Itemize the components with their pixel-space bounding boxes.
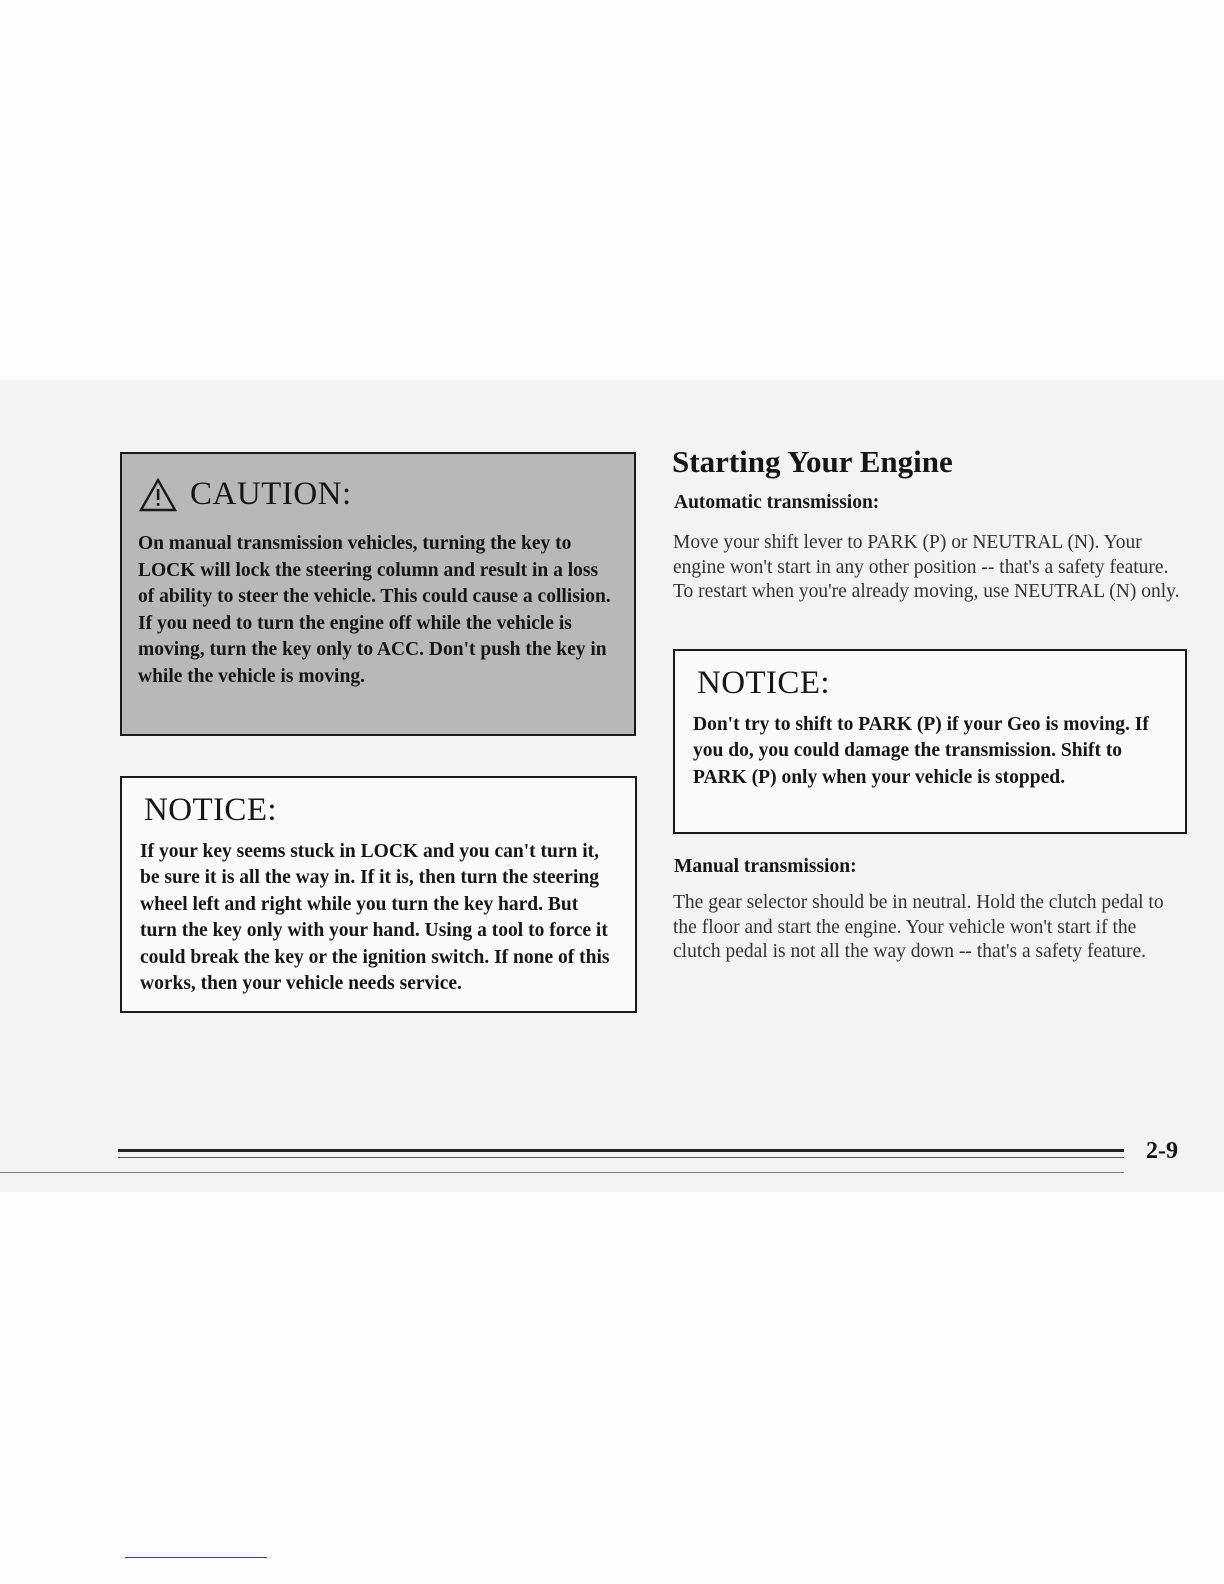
warning-triangle-icon (138, 477, 178, 513)
manual-transmission-heading: Manual transmission: (674, 856, 857, 877)
caution-title: CAUTION: (190, 476, 352, 512)
notice-key-title: NOTICE: (144, 792, 277, 828)
manual-transmission-text: The gear selector should be in neutral. Hold the clutch pedal to the floor and start the engine. Your vehicle won't start if the clutch pedal is not all the way down -- that's a safety feature. (673, 892, 1164, 962)
caution-header (138, 476, 616, 513)
automatic-transmission-text: Move your shift lever to PARK (P) or NEUTRAL (N). Your engine won't start in any other position -- that's a safety feature. To restart when you're already moving, use NEUTRAL (N) only. (673, 532, 1180, 602)
automatic-transmission-heading: Automatic transmission: (674, 492, 880, 513)
notice-key-box (120, 776, 637, 1013)
footer-rule (118, 1149, 1124, 1152)
notice-park-box (673, 649, 1187, 834)
notice-key-text: If your key seems stuck in LOCK and you can't turn it, be sure it is all the way in. If it is, then turn the steering wheel left and right while you turn the key hard. But turn the key only with your hand. Using a tool to force it could break the key or the ignition switch. If none of this works, then your vehicle needs service. (140, 841, 610, 995)
caution-text: On manual transmission vehicles, turning the key to LOCK will lock the steering column and result in a loss of ability to steer the vehicle. This could cause a collision. If you need to turn the engine off while the vehicle is moving, turn the key only to ACC. Don't push the key in while the vehicle is moving. (138, 533, 611, 687)
bottom-link-underline (125, 1557, 267, 1558)
section-title: Starting Your Engine (672, 444, 953, 479)
scan-edge-line (0, 1172, 1124, 1173)
notice-park-title: NOTICE: (697, 665, 830, 701)
footer-rule-thin (118, 1157, 1124, 1158)
notice-park-text: Don't try to shift to PARK (P) if your Geo is moving. If you do, you could damage the transmission. Shift to PARK (P) only when your vehicle is stopped. (693, 714, 1149, 788)
page-number: 2-9 (1146, 1138, 1178, 1164)
caution-box (120, 452, 636, 736)
